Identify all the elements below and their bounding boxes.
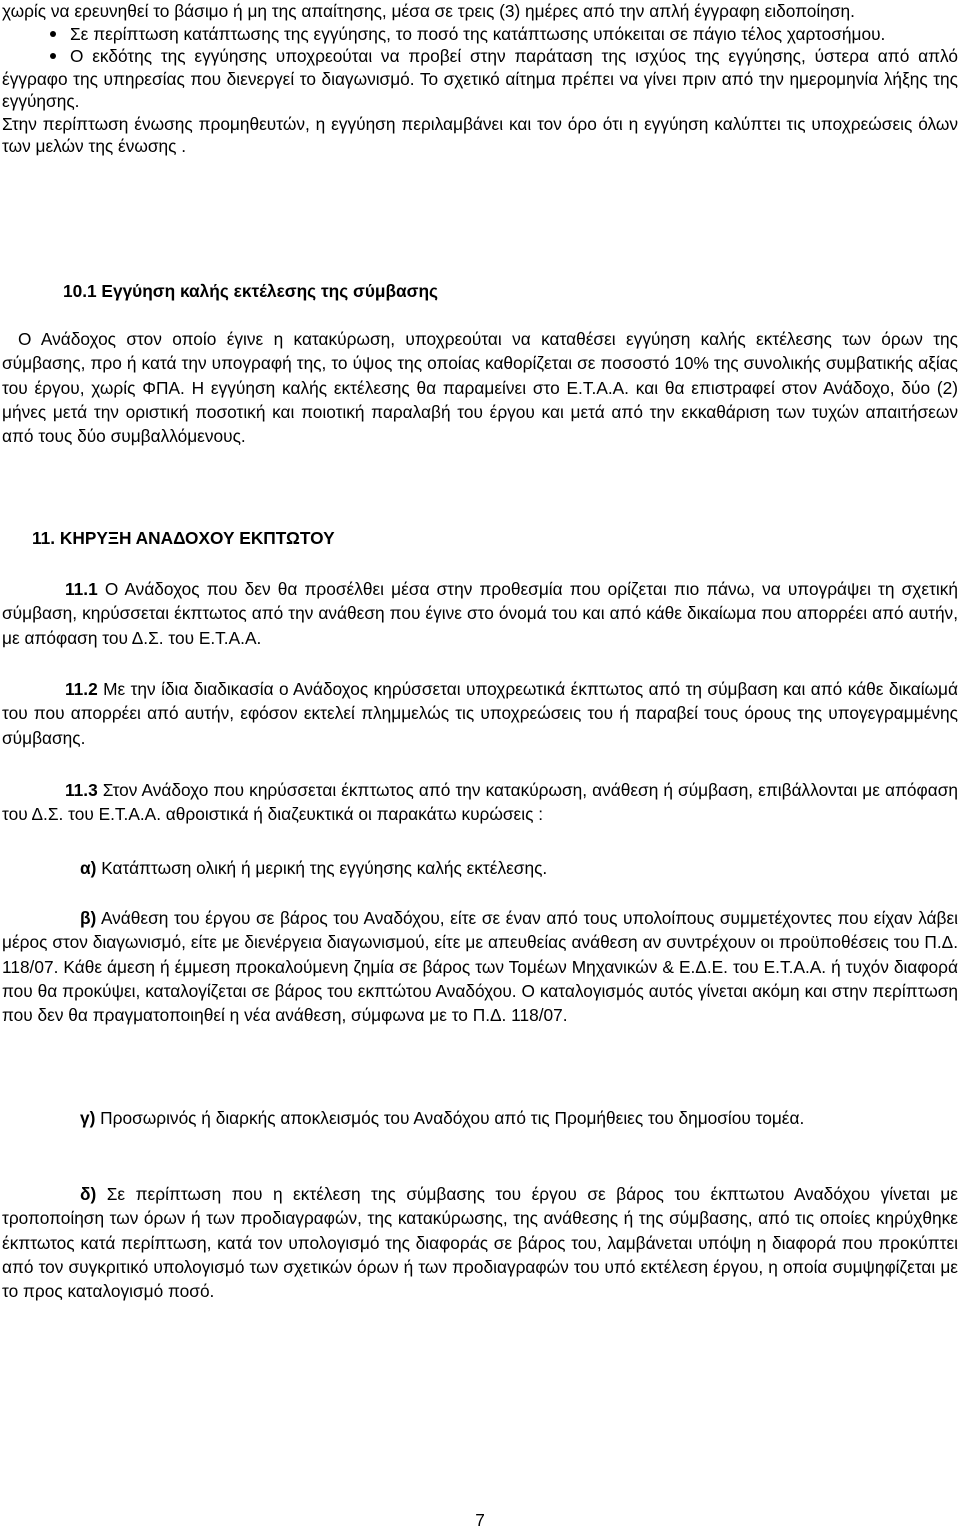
clause-number: 11.1 <box>65 579 98 599</box>
clause-11-3 <box>2 778 958 827</box>
sanction-b <box>2 906 958 1027</box>
bullet-icon <box>50 53 56 59</box>
sanction-label: δ) <box>80 1184 97 1204</box>
sanction-text: Ανάθεση του έργου σε βάρος του Αναδόχου, είτε σε έναν από τους υπολοίπους συμμετέχοντες που είχαν λάβει μέρος στον διαγωνισμό, είτε με διενέργεια διαγωνισμού, είτε με απευθείας ανάθεση αν συντρέχουν οι προϋποθέσεις του Π.Δ. 118/07. Κάθε άμεση ή έμμεση προκαλούμενη ζημία σε βάρος των Τομέων Μηχανικών & Ε.Δ.Ε. του Ε.Τ.Α.Α. ή τυχόν διαφορά που θα προκύψει, καταλογίζεται σε βάρος του εκπτώτου Αναδόχου. Ο καταλογισμός αυτός γίνεται ακόμη και στην περίπτωση που δεν θα πραγματοποιηθεί η νέα ανάθεση, σύμφωνα με το Π.Δ. 118/07. <box>2 908 958 1026</box>
clause-text: Με την ίδια διαδικασία ο Ανάδοχος κηρύσσεται υποχρεωτικά έκπτωτος από τη σύμβαση και από κάθε δικαίωμά του που απορρέει από αυτήν, εφόσον εκτελεί πλημμελώς τις υποχρεώσεις του ή παραβεί τους όρους της υπογεγραμμένης σύμβασης. <box>2 679 958 748</box>
page-number: 7 <box>475 1510 485 1530</box>
clause-number: 11.3 <box>65 780 98 800</box>
sanction-g <box>2 1106 958 1130</box>
sanction-d <box>2 1182 958 1303</box>
clause-text: Ο Ανάδοχος που δεν θα προσέλθει μέσα στην προθεσμία που ορίζεται πιο πάνω, να υπογράψει τη σχετική σύμβαση, κηρύσσεται έκπτωτος από την ανάθεση που έγινε στο όνομά του και από κάθε δικαίωμα που απορρέει από αυτήν, με απόφαση του Δ.Σ. του Ε.Τ.Α.Α. <box>2 579 958 648</box>
clause-11-2 <box>2 677 958 750</box>
sanction-a <box>2 856 958 880</box>
clause-11-1 <box>2 577 958 650</box>
sanction-text: Σε περίπτωση που η εκτέλεση της σύμβασης του έργου σε βάρος του έκπτωτου Αναδόχου γίνεται με τροποποίηση των όρων ή των προδιαγραφών, της κατακύρωσης, της ανάθεσης ή της σύμβασης, από τις οποίες κηρύχθηκε έκπτωτος κατά περίπτωση, κατά τον υπολογισμό της διαφοράς σε βάρος του, λαμβάνεται υπόψη η διαφορά που προκύπτει από τον συγκριτικό υπολογισμό των σχετικών όρων ή των προδιαγραφών του υπό εκτέλεση έργου, η οποία συμψηφίζεται με το προς καταλογισμό ποσό. <box>2 1184 958 1302</box>
bullet-item <box>2 23 958 46</box>
sanction-label: α) <box>80 858 97 878</box>
bullet-text: Ο εκδότης της εγγύησης υποχρεούται να προβεί στην παράταση της ισχύος της εγγύησης, ύστερα από απλό έγγραφο της υπηρεσίας που διενεργεί το διαγωνισμό. Το σχετικό αίτημα πρέπει να γίνει πριν από την ημερομηνία λήξης της εγγύησης. <box>2 46 958 111</box>
sanction-text: Προσωρινός ή διαρκής αποκλεισμός του Αναδόχου από τις Προμήθειες του δημοσίου τομέα. <box>95 1108 805 1128</box>
bullet-text: Σε περίπτωση κατάπτωσης της εγγύησης, το ποσό της κατάπτωσης υπόκειται σε πάγιο τέλος χαρτοσήμου. <box>70 23 886 44</box>
section-10-1-body-container <box>2 327 958 448</box>
clause-text: Στον Ανάδοχο που κηρύσσεται έκπτωτος από την κατακύρωση, ανάθεση ή σύμβαση, επιβάλλονται με απόφαση του Δ.Σ. του Ε.Τ.Α.Α. αθροιστικά ή διαζευκτικά οι παρακάτω κυρώσεις : <box>2 780 958 825</box>
section-11-heading: 11. ΚΗΡΥΞΗ ΑΝΑΔΟΧΟΥ ΕΚΠΤΩΤΟΥ <box>32 528 335 548</box>
union-paragraph: Στην περίπτωση ένωσης προμηθευτών, η εγγύηση περιλαμβάνει και τον όρο ότι η εγγύηση καλύπτει τις υποχρεώσεις όλων των μελών της ένωσης . <box>2 113 958 156</box>
clause-number: 11.2 <box>65 679 98 699</box>
bullet-icon <box>50 31 56 37</box>
bullet-item <box>2 45 958 113</box>
section-10-1-body: Ο Ανάδοχος στον οποίο έγινε η κατακύρωση, υποχρεούται να καταθέσει εγγύηση καλής εκτέλεσης των όρων της σύμβασης, προ ή κατά την υπογραφή της, το ύψος της οποίας καθορίζεται σε ποσοστό 10% της συνολικής συμβατικής αξίας του έργου, χωρίς ΦΠΑ. Η εγγύηση καλής εκτέλεσης θα παραμείνει στο Ε.Τ.Α.Α. και θα επιστραφεί στον Ανάδοχο, δύο (2) μήνες μετά την οριστική ποσοτική και ποιοτική παραλαβή του έργου και μετά από την εκκαθάριση των τυχών απαιτήσεων από τους δύο συμβαλλόμενους. <box>2 329 958 447</box>
sanction-label: γ) <box>80 1108 96 1128</box>
continuation-paragraph: χωρίς να ερευνηθεί το βάσιμο ή μη της απαίτησης, μέσα σε τρεις (3) ημέρες από την απλή έγγραφη ειδοποίηση. <box>2 1 855 21</box>
top-continuation <box>2 0 958 158</box>
section-10-1-heading: 10.1 Εγγύηση καλής εκτέλεσης της σύμβασης <box>63 281 438 301</box>
sanction-label: β) <box>80 908 97 928</box>
sanction-text: Κατάπτωση ολική ή μερική της εγγύησης καλής εκτέλεσης. <box>96 858 548 878</box>
